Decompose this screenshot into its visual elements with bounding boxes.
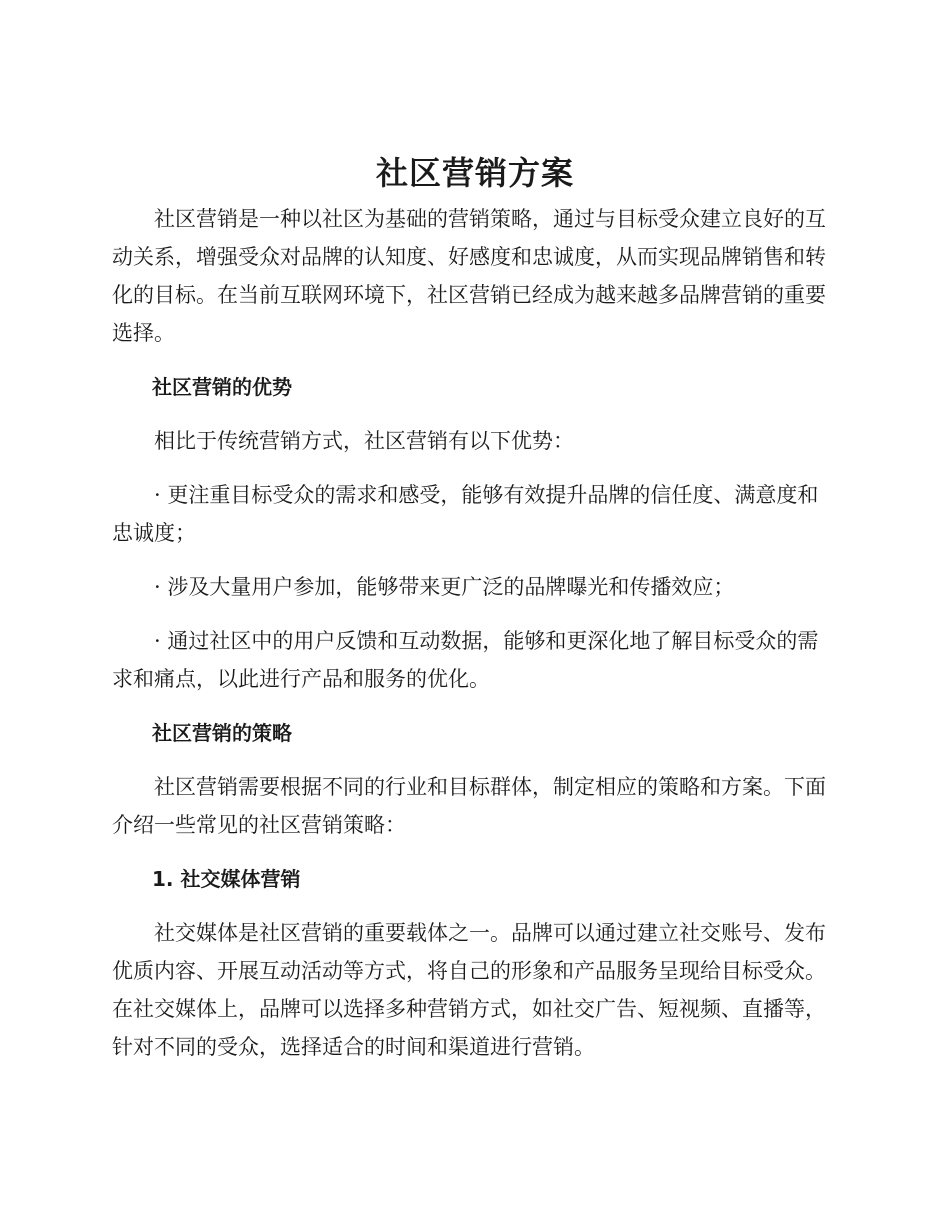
document-body [112,200,832,1066]
document-title: 社区营销方案 [375,154,574,192]
strategies-lead: 社区营销需要根据不同的行业和目标群体，制定相应的策略和方案。下面介绍一些常见的社区营销策略： [112,775,826,837]
section-heading-strategies: 社区营销的策略 [152,721,292,745]
advantage-item: · 通过社区中的用户反馈和互动数据，能够和更深化地了解目标受众的需求和痛点，以此进行产品和服务的优化。 [112,629,819,691]
advantage-item: · 涉及大量用户参加，能够带来更广泛的品牌曝光和传播效应； [154,575,735,599]
intro-paragraph: 社区营销是一种以社区为基础的营销策略，通过与目标受众建立良好的互动关系，增强受众对品牌的认知度、好感度和忠诚度，从而实现品牌销售和转化的目标。在当前互联网环境下，社区营销已经成为越来越多品牌营销的重要选择。 [112,207,826,345]
social-media-paragraph: 社交媒体是社区营销的重要载体之一。品牌可以通过建立社交账号、发布优质内容、开展互动活动等方式，将自己的形象和产品服务呈现给目标受众。在社交媒体上，品牌可以选择多种营销方式，如社交广告、短视频、直播等，针对不同的受众，选择适合的时间和渠道进行营销。 [112,921,826,1059]
section-heading-advantages: 社区营销的优势 [152,375,292,399]
subsection-heading-social-media: 1. 社交媒体营销 [152,867,301,891]
advantages-lead: 相比于传统营销方式，社区营销有以下优势： [154,429,574,453]
advantage-item: · 更注重目标受众的需求和感受，能够有效提升品牌的信任度、满意度和忠诚度； [112,483,819,545]
